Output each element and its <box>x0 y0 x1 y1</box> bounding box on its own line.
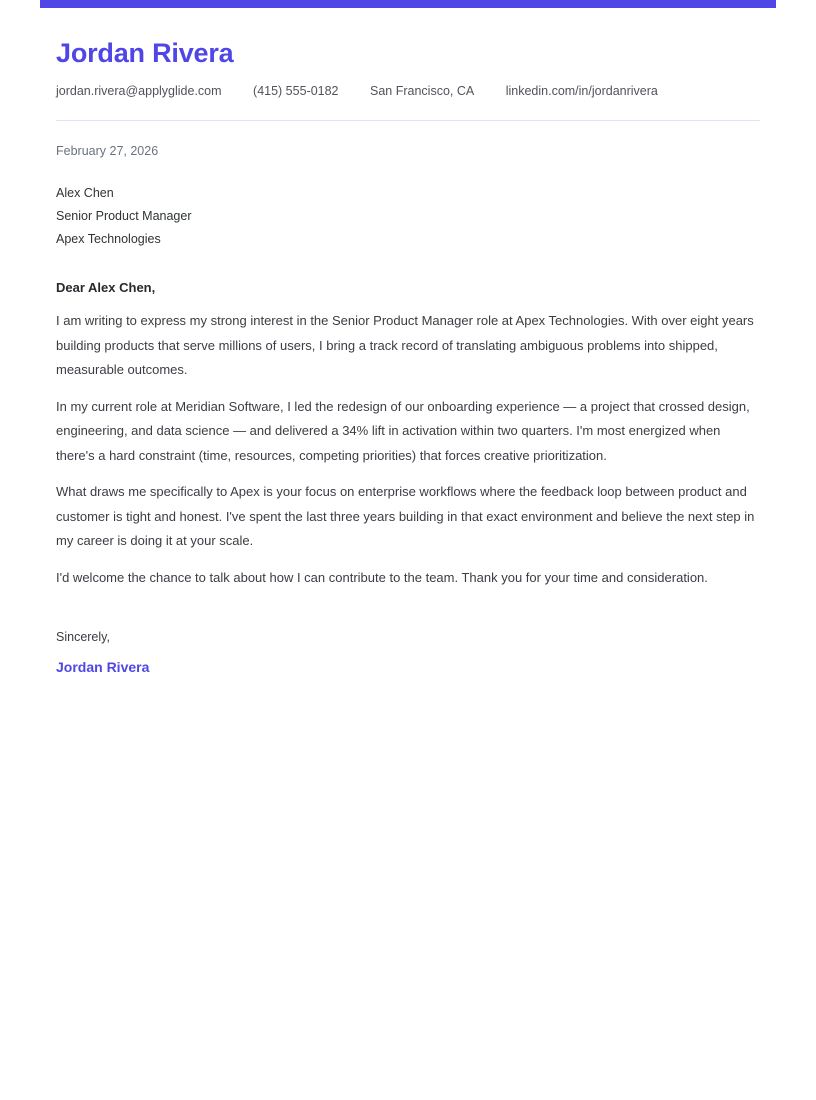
letter-paragraph: What draws me specifically to Apex is your focus on enterprise workflows where the feedback loop between product and customer is tight and honest. I've spent the last three years building in that exact environment and believe the next step in my career is doing it at your scale. <box>56 484 755 549</box>
contact-email: jordan.rivera@applyglide.com <box>56 84 222 99</box>
letter-paragraphs <box>56 309 760 590</box>
applicant-name: Jordan Rivera <box>56 38 234 68</box>
recipient-name: Alex Chen <box>56 186 114 201</box>
accent-bar <box>40 0 776 8</box>
letterhead-divider <box>56 120 760 121</box>
closing-salutation: Sincerely, <box>56 630 110 645</box>
letter-date: February 27, 2026 <box>56 144 159 159</box>
contact-location: San Francisco, CA <box>370 84 475 99</box>
contact-linkedin: linkedin.com/in/jordanrivera <box>505 84 658 99</box>
recipient-block <box>56 182 760 251</box>
salutation: Dear Alex Chen, <box>56 280 156 296</box>
letter-paragraph: In my current role at Meridian Software, I led the redesign of our onboarding experience — a project that crossed design, engineering, and data science — and delivered a 34% lift in activation within two quarters. I'm most energized when there's a hard constraint (time, resources, competing priorities) that forces creative prioritization. <box>56 398 750 463</box>
cover-letter-card <box>40 0 776 675</box>
closing-block <box>56 630 760 675</box>
recipient-title: Senior Product Manager <box>56 209 192 224</box>
recipient-company: Apex Technologies <box>56 232 161 247</box>
letter-paragraph: I'd welcome the chance to talk about how I can contribute to the team. Thank you for your time and consideration. <box>56 569 708 585</box>
letter-body <box>40 8 776 675</box>
contact-info-line <box>56 84 760 98</box>
signature-name: Jordan Rivera <box>56 659 150 676</box>
letterhead <box>56 8 760 121</box>
letter-paragraph: I am writing to express my strong interest in the Senior Product Manager role at Apex Technologies. With over eight years building products that serve millions of users, I bring a track record of translating ambiguous problems into shipped, measurable outcomes. <box>56 313 754 378</box>
contact-phone: (415) 555-0182 <box>253 84 339 99</box>
